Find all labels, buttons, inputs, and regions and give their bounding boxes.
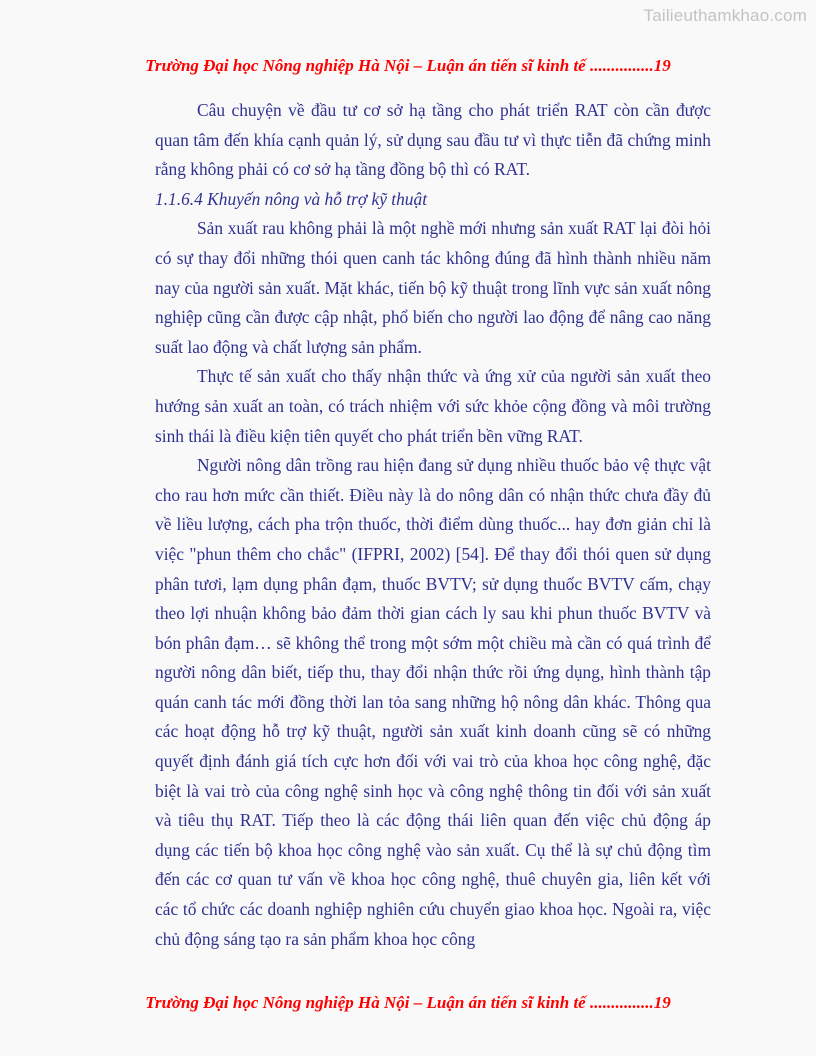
document-body: [155, 96, 711, 954]
paragraph: Câu chuyện về đầu tư cơ sở hạ tầng cho phát triển RAT còn cần được quan tâm đến khía cạnh quản lý, sử dụng sau đầu tư vì thực tiễn đã chứng minh rằng không phải có cơ sở hạ tầng đồng bộ thì có RAT.: [155, 100, 711, 180]
watermark-text: Tailieuthamkhao.com: [643, 6, 807, 25]
section-heading: 1.1.6.4 Khuyến nông và hỗ trợ kỹ thuật: [155, 188, 428, 209]
paragraph: Người nông dân trồng rau hiện đang sử dụng nhiều thuốc bảo vệ thực vật cho rau hơn mức cần thiết. Điều này là do nông dân có nhận thức chưa đầy đủ về liều lượng, cách pha trộn thuốc, thời điểm dùng thuốc... hay đơn giản chỉ là việc "phun thêm cho chắc" (IFPRI, 2002) [54]. Để thay đổi thói quen sử dụng phân tươi, lạm dụng phân đạm, thuốc BVTV; sử dụng thuốc BVTV cấm, chạy theo lợi nhuận không bảo đảm thời gian cách ly sau khi phun thuốc BVTV và bón phân đạm… sẽ không thể trong một sớm một chiều mà cần có quá trình để người nông dân biết, tiếp thu, thay đổi nhận thức rồi ứng dụng, hình thành tập quán canh tác mới đồng thời lan tỏa sang những hộ nông dân khác. Thông qua các hoạt động hỗ trợ kỹ thuật, người sản xuất kinh doanh cũng sẽ có những quyết định đánh giá tích cực hơn đối với vai trò của khoa học công nghệ, đặc biệt là vai trò của công nghệ sinh học và công nghệ thông tin đối với sản xuất và tiêu thụ RAT. Tiếp theo là các động thái liên quan đến việc chủ động áp dụng các tiến bộ khoa học công nghệ vào sản xuất. Cụ thể là sự chủ động tìm đến các cơ quan tư vấn về khoa học công nghệ, thuê chuyên gia, liên kết với các tổ chức các doanh nghiệp nghiên cứu chuyển giao khoa học. Ngoài ra, việc chủ động sáng tạo ra sản phẩm khoa học công: [155, 455, 711, 949]
page-header-running-title: Trường Đại học Nông nghiệp Hà Nội – Luận án tiến sĩ kinh tế ...............19: [145, 56, 671, 75]
paragraph: Sản xuất rau không phải là một nghề mới nhưng sản xuất RAT lại đòi hỏi có sự thay đổi những thói quen canh tác không đúng đã hình thành nhiều năm nay của người sản xuất. Mặt khác, tiến bộ kỹ thuật trong lĩnh vực sản xuất nông nghiệp cũng cần được cập nhật, phổ biến cho người lao động để nâng cao năng suất lao động và chất lượng sản phẩm.: [155, 218, 711, 357]
paragraph: Thực tế sản xuất cho thấy nhận thức và ứng xử của người sản xuất theo hướng sản xuất an toàn, có trách nhiệm với sức khỏe cộng đồng và môi trường sinh thái là điều kiện tiên quyết cho phát triển bền vững RAT.: [155, 366, 711, 446]
page-footer-running-title: Trường Đại học Nông nghiệp Hà Nội – Luận án tiến sĩ kinh tế ...............19: [145, 993, 671, 1012]
